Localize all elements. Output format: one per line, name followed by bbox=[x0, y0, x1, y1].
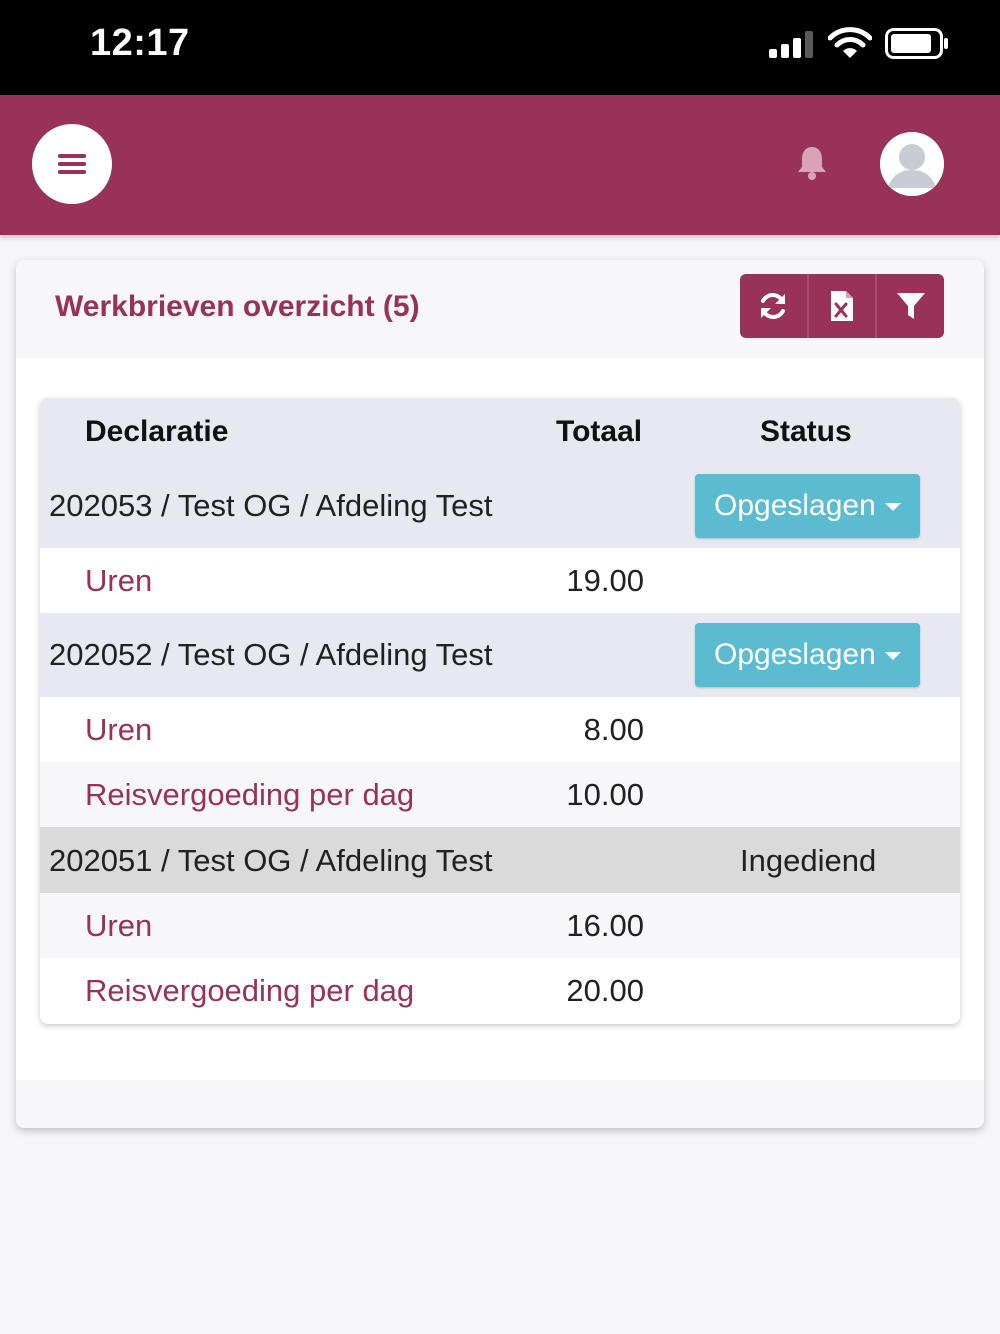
hamburger-menu-icon bbox=[58, 152, 86, 176]
item-amount: 16.00 bbox=[566, 908, 644, 943]
item-amount: 20.00 bbox=[566, 973, 644, 1008]
declaration-name: 202052 / Test OG / Afdeling Test bbox=[49, 637, 493, 672]
table-row[interactable] bbox=[40, 697, 960, 762]
caret-down-icon bbox=[885, 503, 901, 511]
overview-card bbox=[16, 260, 984, 1128]
declaration-name: 202053 / Test OG / Afdeling Test bbox=[49, 488, 493, 523]
cellular-signal-icon bbox=[769, 30, 815, 58]
table-row[interactable] bbox=[40, 958, 960, 1023]
battery-icon bbox=[885, 28, 949, 59]
status-label: Opgeslagen bbox=[714, 638, 876, 671]
filter-icon bbox=[895, 290, 927, 322]
column-header-totaal: Totaal bbox=[556, 415, 643, 448]
item-label: Uren bbox=[85, 712, 153, 747]
column-header-declaratie: Declaratie bbox=[85, 415, 229, 448]
table-row[interactable] bbox=[40, 548, 960, 613]
status-dropdown[interactable] bbox=[695, 474, 920, 538]
refresh-button[interactable] bbox=[740, 274, 809, 338]
table-header bbox=[40, 398, 960, 464]
user-avatar[interactable] bbox=[880, 132, 944, 196]
item-label: Reisvergoeding per dag bbox=[85, 777, 415, 812]
table-row-group[interactable] bbox=[40, 827, 960, 893]
caret-down-icon bbox=[885, 652, 901, 660]
bell-icon[interactable] bbox=[795, 145, 829, 181]
refresh-icon bbox=[757, 290, 789, 322]
table-row-group[interactable] bbox=[40, 464, 960, 548]
excel-export-icon bbox=[829, 290, 855, 322]
toolbar-button-group bbox=[740, 274, 944, 338]
column-header-status: Status bbox=[760, 415, 852, 448]
filter-button[interactable] bbox=[877, 274, 944, 338]
wifi-icon bbox=[828, 26, 872, 60]
declarations-table bbox=[40, 398, 960, 1024]
page-title: Werkbrieven overzicht (5) bbox=[55, 290, 420, 323]
menu-button[interactable] bbox=[32, 124, 112, 204]
clock: 12:17 bbox=[90, 22, 190, 64]
table-row[interactable] bbox=[40, 893, 960, 958]
item-amount: 19.00 bbox=[566, 563, 644, 598]
item-label: Uren bbox=[85, 908, 153, 943]
table-row[interactable] bbox=[40, 762, 960, 827]
declaration-name: 202051 / Test OG / Afdeling Test bbox=[49, 843, 493, 878]
status-bar bbox=[0, 0, 1000, 95]
excel-export-button[interactable] bbox=[809, 274, 878, 338]
item-label: Uren bbox=[85, 563, 153, 598]
status-label: Opgeslagen bbox=[714, 489, 876, 522]
item-amount: 10.00 bbox=[566, 777, 644, 812]
app-header bbox=[0, 95, 1000, 235]
item-amount: 8.00 bbox=[583, 712, 644, 747]
table-row-group[interactable] bbox=[40, 613, 960, 697]
item-label: Reisvergoeding per dag bbox=[85, 973, 415, 1008]
status-label: Ingediend bbox=[740, 843, 877, 878]
user-avatar-icon bbox=[880, 132, 944, 196]
status-dropdown[interactable] bbox=[695, 623, 920, 687]
